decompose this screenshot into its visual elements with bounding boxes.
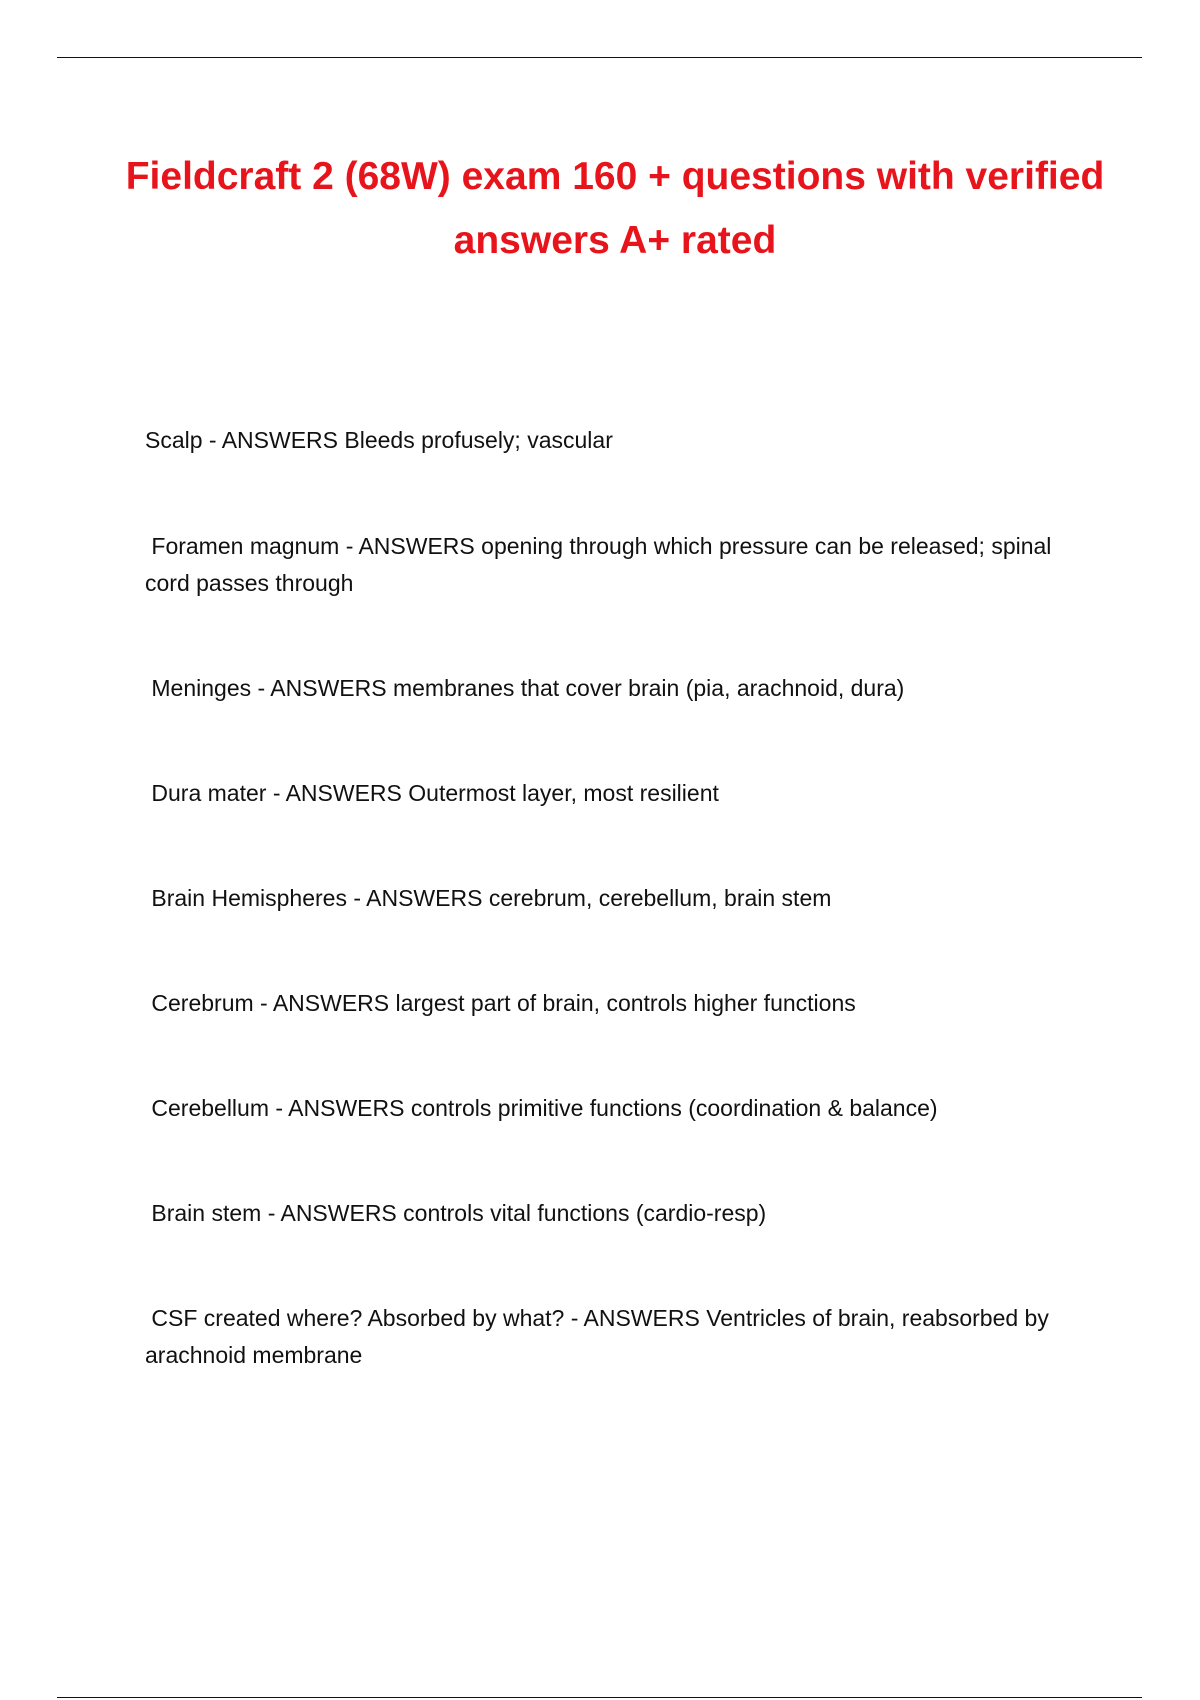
- footer-rule: [57, 1697, 1142, 1698]
- qa-item-cerebrum: Cerebrum - ANSWERS largest part of brain, controls higher functions: [145, 990, 856, 1016]
- qa-item-brain-stem: Brain stem - ANSWERS controls vital functions (cardio-resp): [145, 1200, 767, 1226]
- qa-item-foramen-magnum: Foramen magnum - ANSWERS opening through which pressure can be released; spinal cord passes through: [145, 533, 1058, 596]
- qa-item-scalp: Scalp - ANSWERS Bleeds profusely; vascular: [145, 427, 613, 453]
- qa-item-brain-hemispheres: Brain Hemispheres - ANSWERS cerebrum, cerebellum, brain stem: [145, 885, 832, 911]
- qa-item-meninges: Meninges - ANSWERS membranes that cover brain (pia, arachnoid, dura): [145, 675, 905, 701]
- qa-item-dura-mater: Dura mater - ANSWERS Outermost layer, most resilient: [145, 780, 719, 806]
- qa-item-cerebellum: Cerebellum - ANSWERS controls primitive functions (coordination & balance): [145, 1095, 938, 1121]
- document-title: Fieldcraft 2 (68W) exam 160 + questions with verified answers A+ rated: [125, 155, 1105, 262]
- qa-list: [145, 422, 1085, 1374]
- header-rule: [57, 57, 1142, 58]
- qa-item-csf: CSF created where? Absorbed by what? - ANSWERS Ventricles of brain, reabsorbed by arachnoid membrane: [145, 1305, 1056, 1368]
